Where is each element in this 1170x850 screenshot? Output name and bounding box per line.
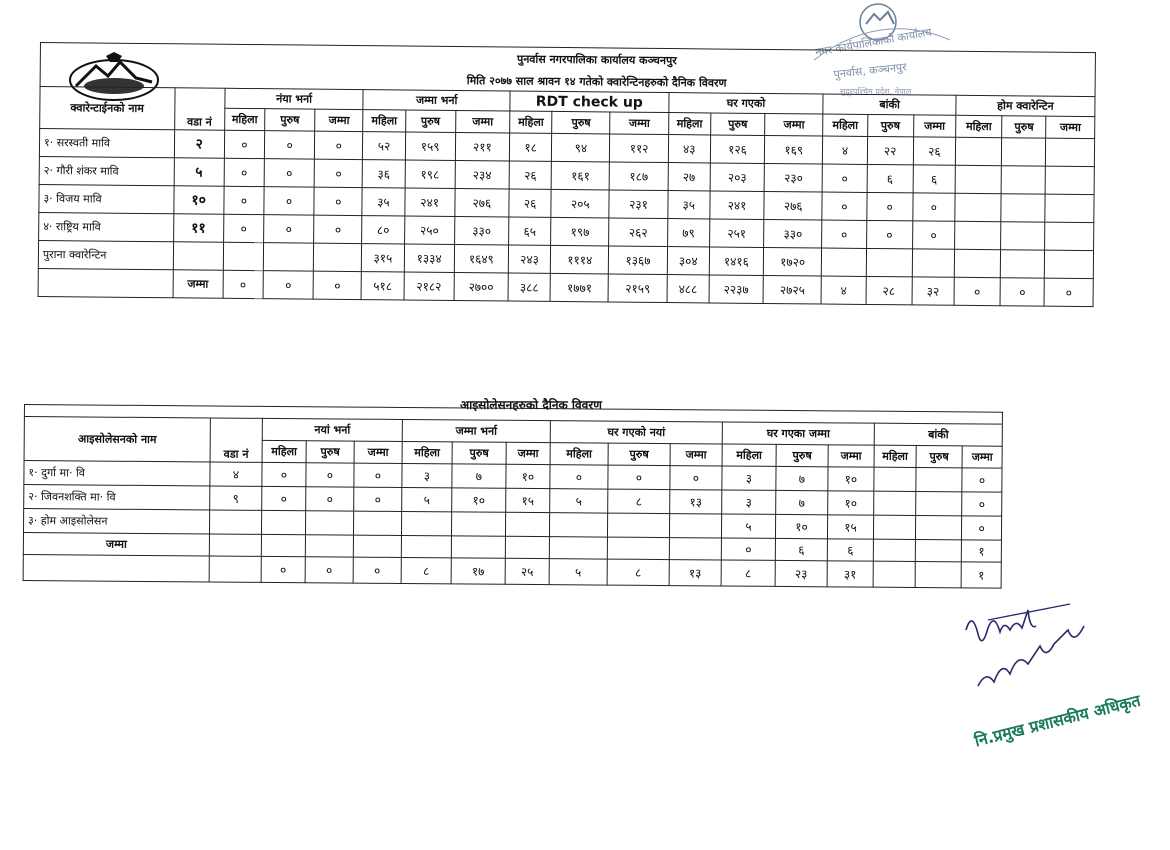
ward-blank [209, 534, 261, 556]
table-cell: १७२० [763, 247, 822, 276]
total-cell: ३८८ [508, 273, 550, 301]
sub-total: जम्मा [828, 445, 874, 467]
table-cell [451, 512, 505, 536]
table-cell [451, 536, 505, 558]
table-cell [1001, 222, 1045, 250]
table-cell: २०३ [710, 163, 765, 192]
table-cell [912, 249, 954, 277]
sub-male: पुरुष [711, 113, 765, 136]
table-cell: २४१ [404, 188, 454, 216]
group-total-admission: जम्मा भर्ना [363, 90, 510, 111]
group-total-admission: जम्मा भर्ना [402, 419, 550, 442]
handwritten-signature [958, 590, 1098, 700]
table-cell [401, 535, 451, 557]
table-cell: ० [224, 186, 264, 214]
total-cell: ० [353, 557, 401, 583]
isolation-name-header: आइसोलेसनको नाम [24, 417, 210, 462]
table-cell: ० [306, 487, 354, 511]
table-cell [874, 491, 916, 515]
table-cell [314, 243, 362, 271]
table-cell: ३ [402, 463, 452, 487]
signatory-designation: नि.प्रमुख प्रशासकीय अधिकृत [972, 690, 1143, 751]
sub-male: पुरुष [265, 109, 315, 131]
table-cell: ७९ [667, 219, 709, 247]
table-cell: २३१ [609, 190, 668, 219]
table-cell: ८ [608, 489, 670, 513]
table-cell: ० [315, 131, 363, 159]
total-label: जम्मा [173, 270, 223, 298]
table-cell: ३ [722, 466, 776, 490]
table-cell [549, 513, 607, 537]
table-cell: २११ [455, 132, 510, 161]
table-cell: १५ [827, 515, 873, 539]
sub-total: जम्मा [610, 112, 668, 135]
row-name: २· जिवनशक्ति मा· वि [24, 485, 210, 510]
sub-female: महिला [224, 108, 264, 130]
table-cell: ६ [775, 538, 827, 560]
table-cell [1001, 194, 1045, 222]
sub-total: जम्मा [765, 113, 823, 136]
table-cell [955, 193, 1001, 221]
row-name: ४· राष्ट्रिय मावि [39, 212, 174, 241]
table-cell: २७६ [764, 191, 823, 220]
table-cell: ० [961, 516, 1001, 540]
sub-female: महिला [510, 111, 552, 133]
table-cell: ५२ [363, 132, 405, 160]
group-remaining: बांकी [874, 423, 1002, 446]
table-cell: १३ [670, 490, 722, 514]
group-new-admission: नयां भर्ना [262, 418, 402, 441]
total-cell: ० [1044, 278, 1093, 306]
table-cell: ० [314, 187, 362, 215]
table-cell [954, 249, 1000, 277]
table-cell [669, 538, 721, 560]
table-cell: ६ [827, 539, 873, 561]
table-cell: १० [828, 467, 874, 491]
sub-female: महिला [874, 445, 916, 467]
table-cell [505, 536, 549, 558]
total-cell: २२३७ [709, 275, 764, 304]
table-cell: ० [913, 193, 955, 221]
table-cell: २३४ [455, 160, 510, 189]
table-cell: २०५ [551, 189, 610, 218]
table-cell [607, 537, 669, 559]
total-cell: २३ [775, 560, 827, 586]
ward-header: वडा नं [174, 88, 225, 130]
table-cell [1045, 222, 1094, 250]
sub-male: पुरुष [552, 111, 610, 134]
total-cell: ० [263, 271, 313, 299]
table-cell: ११२ [610, 134, 669, 163]
total-cell: ० [1000, 278, 1044, 306]
table-cell: ० [264, 215, 314, 243]
sub-female: महिला [956, 115, 1002, 137]
report-title-line2: मिति २०७७ साल श्रावन १४ गतेको क्वारेन्टिनहरुको दैनिक विवरण [40, 67, 1095, 97]
total-cell: ३१ [827, 561, 873, 587]
table-cell: १४१६ [709, 247, 764, 276]
sub-female: महिला [262, 440, 306, 462]
total-cell: १७ [451, 558, 505, 584]
sub-male: पुरुष [306, 441, 354, 463]
total-cell: २८ [866, 276, 912, 304]
table-cell: ६५ [509, 217, 551, 245]
table-cell: २७ [668, 163, 710, 191]
sub-total: जम्मा [962, 446, 1002, 468]
table-cell: ३१५ [362, 244, 404, 272]
isolation-rows [23, 461, 1002, 589]
sub-female: महिला [402, 441, 452, 463]
total-cell [873, 561, 915, 587]
table-cell: २६ [509, 189, 551, 217]
table-cell: ३३० [764, 219, 823, 248]
table-cell: १० [775, 514, 827, 538]
table-cell: १० [506, 464, 550, 488]
total-cell: ५१८ [361, 272, 403, 300]
table-cell: ३५ [362, 188, 404, 216]
table-cell: ० [912, 221, 954, 249]
table-cell: ५ [550, 489, 608, 513]
table-cell: ० [264, 159, 314, 187]
table-cell [1000, 250, 1044, 278]
ward-blank [209, 556, 261, 582]
table-cell: २२ [867, 136, 913, 164]
table-cell: १६१ [551, 161, 610, 190]
sub-female: महिला [550, 443, 608, 465]
table-cell: ० [224, 158, 264, 186]
table-cell [1001, 166, 1045, 194]
sub-male: पुरुष [916, 446, 962, 468]
group-rdt-checkup: RDT check up [510, 91, 669, 113]
table-cell: ३३० [454, 216, 509, 245]
table-cell: २३० [764, 163, 823, 192]
total-cell: ० [313, 271, 361, 299]
isolation-table-title: आइसोलेसनहरुको दैनिक विवरण [460, 398, 602, 412]
table-cell: १९८ [405, 160, 455, 188]
svg-text:सुदूरपश्चिम प्रदेश, नेपाल: सुदूरपश्चिम प्रदेश, नेपाल [840, 87, 912, 96]
table-cell: १६४९ [454, 244, 509, 273]
table-cell: २५० [404, 216, 454, 244]
row-ward: ९ [210, 486, 262, 510]
table-cell: ० [962, 492, 1002, 516]
table-cell: १८७ [610, 162, 669, 191]
row-ward: ४ [210, 462, 262, 486]
total-cell: २७२५ [763, 275, 822, 304]
table-cell: ० [608, 465, 670, 489]
table-cell [1045, 166, 1094, 194]
sub-female: महिला [722, 444, 776, 466]
sub-male: पुरुष [1002, 116, 1046, 138]
group-gone-home-new: घर गएको नयां [550, 421, 722, 444]
sub-male: पुरुष [452, 442, 506, 464]
quarantine-rows [38, 129, 1095, 307]
row-name: १· दुर्गा मा· वि [24, 461, 210, 486]
table-cell: ० [866, 192, 912, 220]
row-ward: ११ [173, 214, 223, 242]
total-cell: ० [305, 557, 353, 583]
table-cell: १६९ [765, 135, 824, 164]
table-cell: ३६ [363, 160, 405, 188]
table-cell: ४ [823, 136, 867, 164]
table-cell: ० [314, 215, 362, 243]
total-cell: ४ [821, 276, 865, 304]
total-cell: ८ [721, 560, 775, 586]
table-cell: ० [264, 131, 314, 159]
total-cell: १ [961, 562, 1001, 588]
table-cell: ० [354, 463, 402, 487]
table-cell: २६२ [609, 218, 668, 247]
total-cell: ० [954, 277, 1000, 305]
table-cell: ३०४ [667, 247, 709, 275]
ward-header: वडा नं [210, 418, 262, 462]
quarantine-name-header: क्वारेन्टाईनको नाम [40, 87, 175, 130]
table-cell: १११४ [551, 245, 610, 274]
table-cell: ४३ [668, 135, 710, 163]
sub-female: महिला [363, 110, 405, 132]
table-cell [401, 511, 451, 535]
total-cell: २१८२ [404, 272, 454, 300]
table-cell: १५ [506, 488, 550, 512]
total-cell: ३२ [912, 277, 954, 305]
table-cell: ० [262, 486, 306, 510]
row-ward [173, 242, 223, 270]
table-cell: १५९ [405, 132, 455, 160]
table-cell: ० [670, 466, 722, 490]
table-cell [915, 540, 961, 562]
table-cell: १३६७ [609, 246, 668, 275]
table-cell [916, 492, 962, 516]
table-cell: ५ [402, 487, 452, 511]
table-cell [669, 514, 721, 538]
table-cell [955, 137, 1001, 165]
table-cell: ० [223, 214, 263, 242]
table-cell: १२६ [710, 135, 765, 164]
table-cell: ७ [776, 466, 828, 490]
svg-text:पुनर्वास, कञ्चनपुर: पुनर्वास, कञ्चनपुर [832, 60, 908, 81]
table-cell [866, 248, 912, 276]
table-cell: ० [306, 463, 354, 487]
table-cell: ० [866, 220, 912, 248]
total-cell: १३ [669, 560, 721, 586]
table-cell [1045, 250, 1094, 278]
table-cell: ८० [362, 216, 404, 244]
group-new-admission: नंया भर्ना [225, 88, 364, 109]
sub-total: जम्मा [670, 444, 722, 466]
table-cell [873, 539, 915, 561]
table-cell [261, 510, 305, 534]
table-cell [873, 515, 915, 539]
table-cell: २५१ [709, 219, 764, 248]
group-remaining: बांकी [823, 94, 956, 115]
table-cell: १९७ [551, 217, 610, 246]
total-cell: २७०० [454, 272, 509, 301]
svg-text:नगर कार्यपालिकाको कार्यालय: नगर कार्यपालिकाको कार्यालय [814, 25, 933, 59]
row-name: पुराना क्वारेन्टिन [38, 240, 173, 269]
table-cell: ० [264, 187, 314, 215]
table-cell: २४१ [710, 191, 765, 220]
sub-male: पुरुष [776, 444, 828, 466]
table-cell: १८ [509, 133, 551, 161]
table-cell: १० [452, 488, 506, 512]
table-cell [505, 512, 549, 536]
sub-male: पुरुष [608, 443, 670, 465]
table-cell: ० [823, 164, 867, 192]
table-cell: १० [828, 491, 874, 515]
table-cell [1045, 194, 1094, 222]
table-cell [1046, 138, 1095, 166]
table-cell [353, 511, 401, 535]
total-cell: ८ [401, 557, 451, 583]
sub-total: जम्मा [506, 442, 550, 464]
table-cell [955, 165, 1001, 193]
total-cell: ५ [549, 559, 607, 585]
table-cell [263, 243, 313, 271]
total-cell: २१५९ [609, 274, 668, 303]
sub-female: महिला [823, 114, 867, 136]
table-cell [353, 535, 401, 557]
total-cell: ० [261, 556, 305, 582]
table-cell: ५ [721, 514, 775, 538]
sub-total: जम्मा [315, 109, 363, 131]
isolation-table [23, 404, 1004, 589]
table-cell: ० [822, 220, 866, 248]
table-cell [955, 221, 1001, 249]
sub-total: जम्मा [354, 441, 402, 463]
row-name: १· सरस्वती मावि [39, 129, 174, 158]
table-cell: ० [314, 159, 362, 187]
table-cell: २४३ [508, 245, 550, 273]
table-cell [223, 242, 263, 270]
total-cell: ० [223, 270, 263, 298]
table-cell: ० [721, 538, 775, 560]
row-ward: १० [173, 186, 223, 214]
sub-total: जम्मा [913, 115, 955, 137]
table-cell: ७ [452, 464, 506, 488]
table-cell [916, 468, 962, 492]
group-home-quarantine: होम क्वारेन्टिन [956, 95, 1095, 116]
row-ward: ५ [174, 158, 224, 186]
sub-female: महिला [668, 113, 710, 135]
row-name: ३· होम आइसोलेसन [23, 509, 209, 534]
table-cell: ६ [913, 165, 955, 193]
table-cell [305, 511, 353, 535]
table-cell [549, 537, 607, 559]
total-blank [23, 554, 209, 581]
table-cell: ० [550, 465, 608, 489]
report-title-line1: पुनर्वास नगरपालिका कार्यालय कञ्चनपुर [40, 43, 1095, 77]
total-blank [38, 268, 173, 297]
sub-male: पुरुष [867, 114, 913, 136]
group-gone-home-total: घर गएका जम्मा [722, 422, 874, 445]
table-cell: २७६ [455, 188, 510, 217]
table-cell: २६ [913, 137, 955, 165]
total-cell [915, 562, 961, 588]
table-cell [915, 516, 961, 540]
table-cell: ९४ [552, 133, 611, 162]
table-cell [874, 467, 916, 491]
table-cell: ३ [722, 490, 776, 514]
table-cell: ७ [776, 490, 828, 514]
row-ward [209, 510, 261, 534]
table-cell [261, 534, 305, 556]
table-cell: १ [961, 540, 1001, 562]
total-label: जम्मा [23, 532, 209, 555]
table-cell [305, 535, 353, 557]
table-cell [1002, 138, 1046, 166]
table-cell [822, 248, 866, 276]
table-cell: १३३४ [404, 244, 454, 272]
table-cell: ० [224, 130, 264, 158]
table-cell: ० [962, 468, 1002, 492]
row-name: ३· विजय मावि [39, 184, 174, 213]
quarantine-table [38, 42, 1096, 307]
sub-total: जम्मा [455, 110, 509, 133]
table-cell [607, 513, 669, 537]
table-cell: २६ [509, 161, 551, 189]
table-cell: ० [262, 462, 306, 486]
table-cell: ० [822, 192, 866, 220]
sub-total: जम्मा [1046, 116, 1095, 138]
row-ward: २ [174, 130, 224, 158]
table-cell: ३५ [668, 191, 710, 219]
total-cell: ४८८ [667, 275, 709, 303]
row-name: २· गौरी शंकर मावि [39, 156, 174, 185]
table-cell: ६ [867, 164, 913, 192]
group-gone-home: घर गएको [669, 93, 824, 114]
total-cell: १७७१ [550, 273, 609, 302]
table-cell: ० [354, 487, 402, 511]
total-cell: ८ [607, 559, 669, 585]
sub-male: पुरुष [405, 110, 455, 132]
total-cell: २५ [505, 558, 549, 584]
